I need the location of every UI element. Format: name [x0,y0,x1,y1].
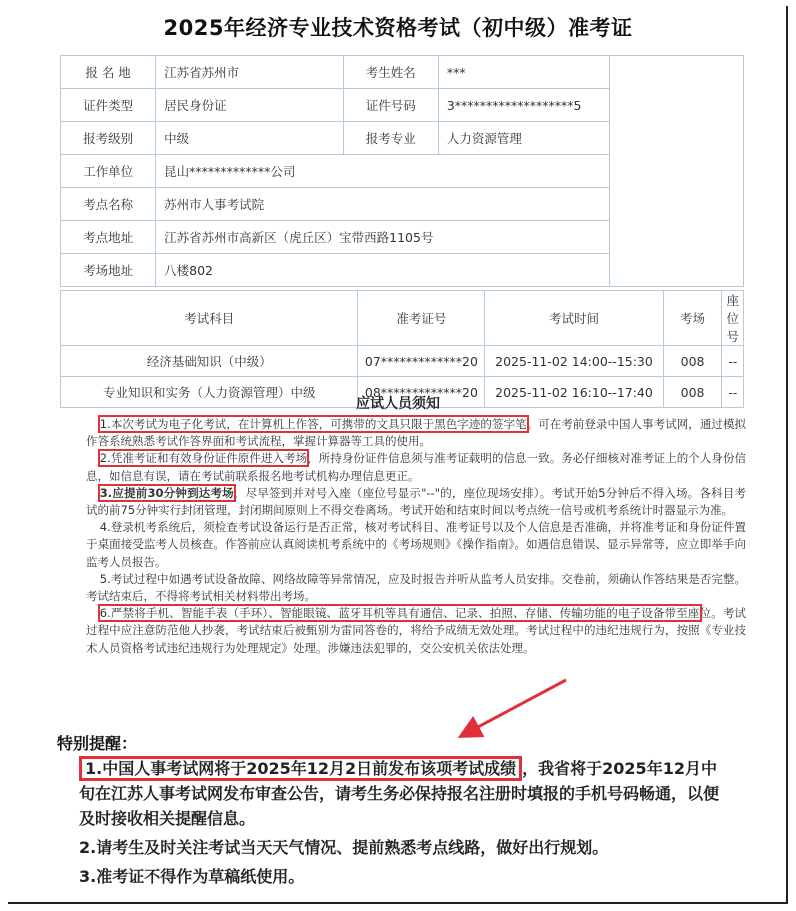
id-type-label: 证件类型 [61,89,156,122]
notice-highlight-1: 1.本次考试为电子化考试，在计算机上作答，可携带的文具只限于黑色字迹的签字笔 [99,417,527,431]
notice-body [86,416,746,657]
exam-time-cell: 2025-11-02 14:00--15:30 [485,346,663,377]
ticket-number-header: 准考证号 [358,291,485,346]
subject-cell: 专业知识和实务（人力资源管理）中级 [61,377,358,408]
notice-item-1 [86,416,746,450]
employer-label: 工作单位 [61,155,156,188]
notice-highlight-2: 2.凭准考证和有效身份证件原件进入考场 [99,451,308,466]
special-item-2: 2.请考生及时关注考试当天天气情况、提前熟悉考点线路，做好出行规划。 [79,838,609,857]
candidate-info-table [60,55,744,287]
subject-header: 考试科目 [61,291,358,346]
notice-text-1: 。可在考前登录中国人事考试网，通过模拟作答系统熟悉考试作答界面和考试流程，掌握计算器等工具的使用。 [86,417,747,449]
name-value: *** [438,56,609,89]
registration-place-label: 报 名 地 [61,56,156,89]
notice-item-2 [86,450,746,484]
notice-text-2: ，所持身份证件信息须与准考证载明的信息一致。务必仔细核对准考证上的个人身份信息，如信息有误，请在考试前联系报名地考试机构办理信息更正。 [86,451,746,483]
id-number-value: 3*******************5 [438,89,609,122]
site-address-value: 江苏省苏州市高新区（虎丘区）宝带西路1105号 [156,221,610,254]
notice-item-3 [86,485,746,519]
site-name-label: 考点名称 [61,188,156,221]
document-title: 2025年经济专业技术资格考试（初中级）准考证 [163,16,633,40]
site-name-value: 苏州市人事考试院 [156,188,610,221]
notice-item-6 [86,605,746,657]
major-value: 人力资源管理 [438,122,609,155]
notice-highlight-3: 3.应提前30分钟到达考场 [99,485,234,500]
notice-text-6: 位。考试过程中应注意防范他人抄袭，考试结束后被甄别为雷同答卷的，将给予成绩无效处理。考试过程中的违纪违规行为，按照《专业技术人员资格考试违纪违规行为处理规定》处理。涉嫌违法犯罪的，交公安机关依法处理。 [86,606,747,655]
seat-header: 座位号 [722,291,744,346]
special-highlight-1: 1.中国人事考试网将于2025年12月2日前发布该项考试成绩 [79,756,522,781]
notice-item-5: 5.考试过程中如遇考试设备故障、网络故障等异常情况，应及时报告并听从监考人员安排。交卷前，须确认作答结果是否完整。考试结束后，不得将考试相关材料带出考场。 [86,571,746,604]
site-address-label: 考点地址 [61,221,156,254]
name-label: 考生姓名 [343,56,438,89]
special-item-1 [57,756,727,831]
special-item-3: 3.准考证不得作为草稿纸使用。 [79,867,305,886]
ticket-number-cell: 07*************20 [358,346,485,377]
notice-highlight-6: 6.严禁将手机、智能手表（手环）、智能眼镜、蓝牙耳机等具有通信、记录、拍照、存储、传输功能的电子设备带至座 [99,606,700,621]
subjects-table [60,290,744,408]
id-type-value: 居民身份证 [156,89,344,122]
major-label: 报考专业 [343,122,438,155]
employer-value: 昆山*************公司 [156,155,610,188]
seat-cell: -- [722,377,744,408]
room-cell: 008 [663,377,722,408]
notice-text-3: ，尽早签到并对号入座（座位号显示"--"的，座位现场安排）。考试开始5分钟后不得入场。各科目考试的前75分钟实行封闭管理，封闭期间原则上不得交卷离场。考试开始和结束时间以考点统一信号或机考系统计时器显示为准。 [86,485,746,518]
photo-area [610,56,744,287]
exam-time-cell: 2025-11-02 16:10--17:40 [485,377,663,408]
subjects-header-row [61,291,744,346]
subject-cell: 经济基础知识（中级） [61,346,358,377]
room-address-label: 考场地址 [61,254,156,287]
level-value: 中级 [156,122,344,155]
special-reminder-title: 特别提醒： [57,734,138,753]
special-reminder-body [57,756,727,893]
ticket-number-cell: 08*************20 [358,377,485,408]
registration-place-value: 江苏省苏州市 [156,56,344,89]
notice-title: 应试人员须知 [356,396,440,412]
id-number-label: 证件号码 [343,89,438,122]
notice-item-4: 4.登录机考系统后，须检查考试设备运行是否正常，核对考试科目、准考证号以及个人信息是否准确，并将准考证和身份证件置于桌面接受监考人员核查。作答前应认真阅读机考系统中的《考场规则》《操作指南》。如遇信息错误、显示异常等，应立即举手向监考人员报告。 [86,520,746,569]
seat-cell: -- [722,346,744,377]
exam-time-header: 考试时间 [485,291,663,346]
room-header: 考场 [663,291,722,346]
special-text-1: ，我省将于2025年12月中旬在江苏人事考试网发布审查公告，请考生务必保持报名注册时填报的手机号码畅通，以便及时接收相关提醒信息。 [79,759,720,828]
level-label: 报考级别 [61,122,156,155]
room-address-value: 八楼802 [156,254,610,287]
room-cell: 008 [663,346,722,377]
table-row [61,346,744,377]
